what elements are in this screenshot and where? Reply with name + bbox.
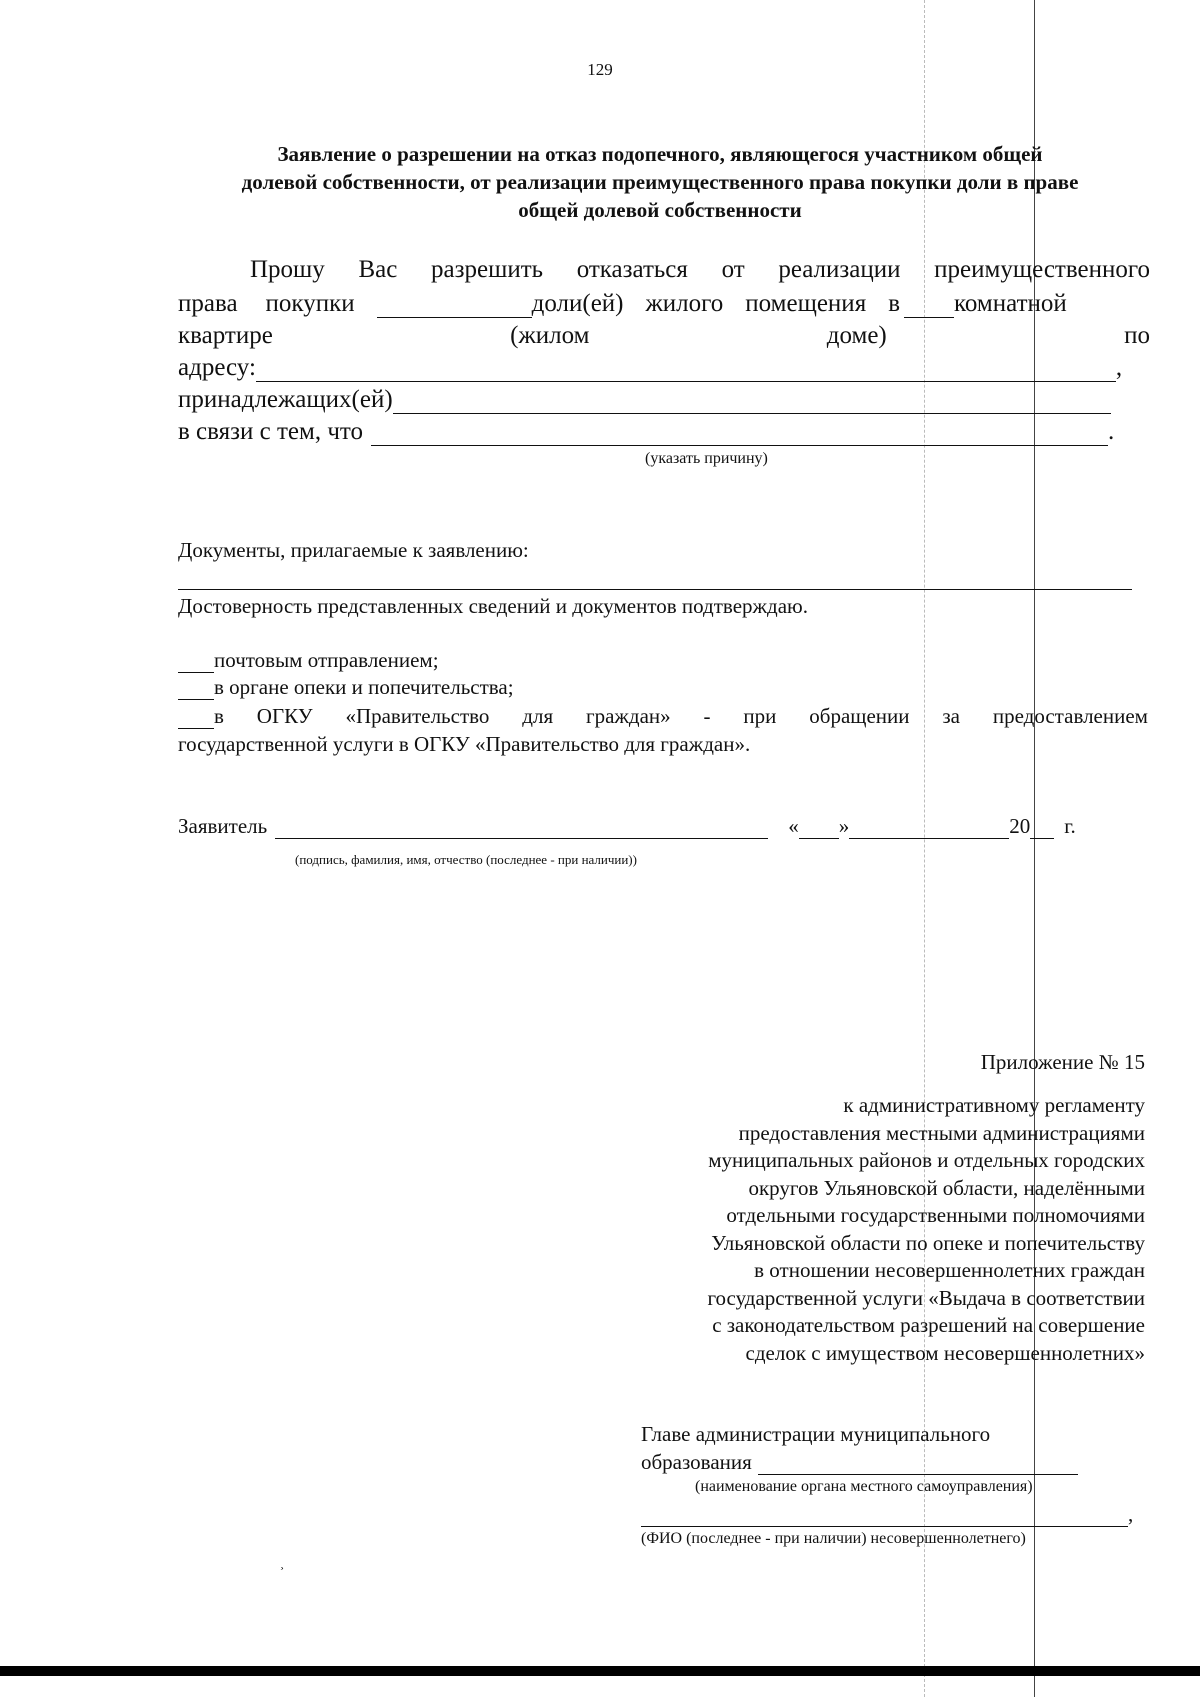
share-field[interactable] <box>377 295 532 318</box>
municipality-field[interactable] <box>758 1452 1078 1475</box>
punctuation: , <box>1128 1502 1134 1526</box>
address-label: адресу: <box>178 354 256 381</box>
delivery-option-ogku-cont: государственной услуги в ОГКУ «Правительство для граждан». <box>178 732 751 756</box>
reason-field[interactable] <box>371 423 1108 446</box>
word: для <box>522 704 554 728</box>
quote: « <box>788 814 799 838</box>
scan-speck: ¸ <box>280 1556 284 1570</box>
applicant-line <box>178 814 1076 839</box>
addressee-hint2: (ФИО (последнее - при наличии) несовершеннолетнего) <box>641 1530 1026 1547</box>
body-line-5 <box>178 386 1150 414</box>
body-line-1 <box>250 256 1150 284</box>
delivery-option-ogku <box>178 704 1148 729</box>
day-field[interactable] <box>799 816 839 839</box>
punctuation: , <box>1115 354 1123 381</box>
word: ОГКУ <box>256 704 313 728</box>
owner-label: принадлежащих(ей) <box>178 386 393 413</box>
year-prefix: 20 <box>1009 814 1031 838</box>
documents-label: Документы, прилагаемые к заявлению: <box>178 538 529 562</box>
word: «Правительство <box>345 704 490 728</box>
delivery-option-guardianship <box>178 675 514 700</box>
appendix-line: округов Ульяновской области, наделёнными <box>748 1175 1145 1200</box>
addressee-label: образования <box>641 1450 752 1474</box>
reason-hint: (указать причину) <box>645 450 768 467</box>
punctuation: . <box>1108 418 1115 445</box>
word: в <box>214 704 224 728</box>
documents-field[interactable] <box>178 589 1132 590</box>
delivery-option-mail <box>178 648 439 673</box>
appendix-block <box>707 1092 1145 1367</box>
word: доли(ей) <box>531 290 624 317</box>
addressee-line2 <box>641 1450 1078 1475</box>
appendix-line: муниципальных районов и отдельных городских <box>708 1148 1145 1172</box>
word: от <box>721 256 745 283</box>
word: покупки <box>265 290 355 317</box>
reason-label: в связи с тем, что <box>178 418 363 445</box>
word: комнатной <box>954 290 1067 317</box>
word: обращении <box>809 704 910 728</box>
appendix-line: с законодательством разрешений на совершение <box>712 1313 1145 1337</box>
addressee-line3 <box>641 1502 1133 1527</box>
address-field[interactable] <box>256 359 1116 382</box>
title-line: Заявление о разрешении на отказ подопечного, являющегося участником общей <box>277 142 1043 166</box>
minor-name-field[interactable] <box>641 1504 1128 1527</box>
appendix-title: Приложение № 15 <box>980 1050 1145 1074</box>
word: - <box>703 704 711 728</box>
appendix-line: в отношении несовершеннолетних граждан <box>754 1258 1145 1282</box>
word: за <box>942 704 960 728</box>
document-title <box>170 140 1150 224</box>
title-line: общей долевой собственности <box>518 198 802 222</box>
word: (жилом <box>510 322 590 349</box>
signature-field[interactable] <box>275 816 768 839</box>
checkbox-blank[interactable] <box>178 708 214 729</box>
body-line-3 <box>178 322 1150 350</box>
word: отказаться <box>576 256 688 283</box>
word: Прошу <box>250 256 325 283</box>
rooms-field[interactable] <box>904 295 954 318</box>
body-line-2 <box>178 290 1150 318</box>
word: Вас <box>358 256 398 283</box>
appendix-line: отдельными государственными полномочиями <box>726 1203 1145 1227</box>
appendix-line: государственной услуги «Выдача в соответствии <box>707 1285 1145 1310</box>
word: права <box>178 290 238 317</box>
year-field[interactable] <box>1030 816 1054 839</box>
confirm-text: Достоверность представленных сведений и документов подтверждаю. <box>178 594 808 618</box>
addressee-line1: Главе администрации муниципального <box>641 1422 991 1446</box>
word: граждан» <box>585 704 671 728</box>
month-field[interactable] <box>849 816 1009 839</box>
title-line: долевой собственности, от реализации преимущественного права покупки доли в праве <box>241 170 1079 194</box>
word: в <box>888 290 901 317</box>
word: жилого <box>645 290 724 317</box>
year-suffix: г. <box>1064 814 1076 838</box>
word: реализации <box>778 256 901 283</box>
scan-artifact-bar <box>0 1666 1200 1676</box>
appendix-line: к административному регламенту <box>843 1093 1145 1117</box>
applicant-label: Заявитель <box>178 814 268 838</box>
option-label: почтовым отправлением; <box>214 648 439 672</box>
word: помещения <box>745 290 867 317</box>
body-line-6 <box>178 418 1150 446</box>
page-number: 129 <box>587 60 613 79</box>
checkbox-blank[interactable] <box>178 679 214 700</box>
checkbox-blank[interactable] <box>178 652 214 673</box>
scan-artifact-line <box>1034 0 1035 1697</box>
word: по <box>1124 322 1150 349</box>
appendix-line: сделок с имуществом несовершеннолетних» <box>745 1340 1145 1365</box>
word: квартире <box>178 322 273 349</box>
word: разрешить <box>431 256 544 283</box>
applicant-hint: (подпись, фамилия, имя, отчество (последнее - при наличии)) <box>295 852 637 867</box>
body-line-4 <box>178 354 1150 382</box>
addressee-hint1: (наименование органа местного самоуправления) <box>695 1478 1033 1495</box>
quote: » <box>838 814 850 838</box>
appendix-line: Ульяновской области по опеке и попечительству <box>711 1230 1145 1255</box>
option-label: в органе опеки и попечительства; <box>214 675 514 699</box>
word: преимущественного <box>934 256 1150 283</box>
word: при <box>743 704 777 728</box>
owner-field[interactable] <box>393 391 1111 414</box>
word: доме) <box>826 322 887 349</box>
appendix-line: предоставления местными администрациями <box>738 1120 1145 1145</box>
word: предоставлением <box>992 704 1148 728</box>
